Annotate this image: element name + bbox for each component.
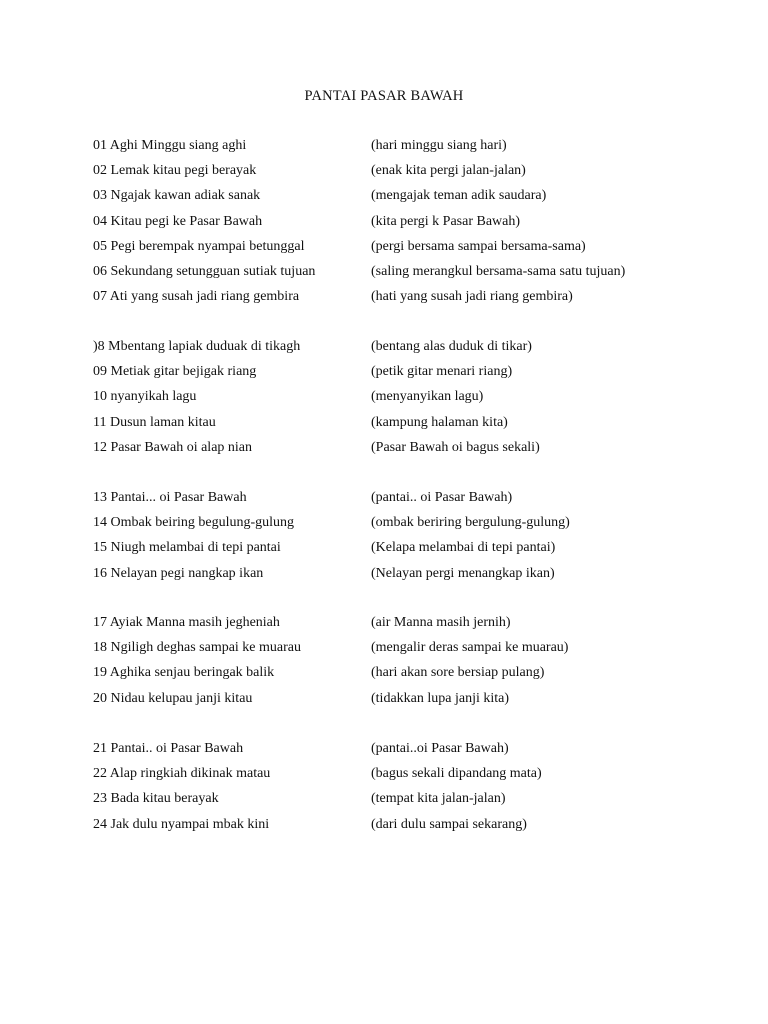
verse-original: 21 Pantai.. oi Pasar Bawah [93,741,244,756]
verse-original: 02 Lemak kitau pegi berayak [93,163,257,179]
stanza-1 [93,133,713,309]
verse-original: 15 Niugh melambai di tepi pantai [93,540,281,556]
verse-translation: (dari dulu sampai sekarang) [371,816,527,832]
stanza-3 [93,485,713,586]
verse-line [93,786,713,811]
verse-original: 16 Nelayan pegi nangkap ikan [93,565,264,581]
verse-translation: (kampung halaman kita) [371,414,508,430]
verse-original: 09 Metiak gitar bejigak riang [93,364,257,380]
verse-line [93,510,713,535]
verse-translation: (pergi bersama sampai bersama-sama) [371,238,586,254]
verse-translation: (bentang alas duduk di tikar) [371,339,532,354]
verse-original: 04 Kitau pegi ke Pasar Bawah [93,213,263,229]
verse-line [93,410,713,435]
verse-line [93,359,713,384]
verse-line [93,384,713,409]
verse-line [93,635,713,660]
verse-translation: (ombak beriring bergulung-gulung) [371,515,570,531]
stanza-2 [93,334,713,460]
verse-translation: (tempat kita jalan-jalan) [371,791,506,807]
verse-line [93,435,713,460]
verse-translation: (menyanyikan lagu) [371,389,484,405]
verse-original: 14 Ombak beiring begulung-gulung [93,515,295,531]
verse-original: 17 Ayiak Manna masih jegheniah [93,615,280,630]
verse-translation: (saling merangkul bersama-sama satu tujuan) [371,263,626,279]
verse-original: 06 Sekundang setungguan sutiak tujuan [93,263,316,279]
verse-original: 23 Bada kitau berayak [93,791,219,807]
verse-line [93,610,713,635]
verse-translation: (pantai..oi Pasar Bawah) [371,741,509,756]
verse-translation: (pantai.. oi Pasar Bawah) [371,490,513,505]
verse-line [93,158,713,183]
verse-original: 18 Ngiligh deghas sampai ke muarau [93,640,302,656]
verse-translation: (kita pergi k Pasar Bawah) [371,213,521,229]
verse-line [93,660,713,685]
verse-line [93,535,713,560]
verse-translation: (Kelapa melambai di tepi pantai) [371,540,556,556]
verse-translation: (Nelayan pergi menangkap ikan) [371,565,555,581]
verse-original: 13 Pantai... oi Pasar Bawah [93,490,247,505]
verse-original: 01 Aghi Minggu siang aghi [93,138,247,153]
verse-translation: (air Manna masih jernih) [371,615,511,630]
verse-original: 07 Ati yang susah jadi riang gembira [93,289,300,305]
verse-translation: (hati yang susah jadi riang gembira) [371,289,573,305]
verse-line [93,686,713,711]
verse-original: 03 Ngajak kawan adiak sanak [93,188,261,204]
verse-line [93,183,713,208]
verse-original: 22 Alap ringkiah dikinak matau [93,766,271,782]
verse-line [93,284,713,309]
verse-translation: (mengalir deras sampai ke muarau) [371,640,569,656]
verse-original: 11 Dusun laman kitau [93,414,216,430]
verse-line [93,761,713,786]
verse-translation: (bagus sekali dipandang mata) [371,766,542,782]
verse-line [93,812,713,837]
verse-line [93,561,713,586]
verse-translation: (Pasar Bawah oi bagus sekali) [371,439,540,455]
document-title: PANTAI PASAR BAWAH [304,88,464,104]
verse-translation: (hari minggu siang hari) [371,138,507,153]
verse-original: 19 Aghika senjau beringak balik [93,665,275,681]
verse-original: 05 Pegi berempak nyampai betunggal [93,238,305,254]
verse-original: 10 nyanyikah lagu [93,389,197,405]
verse-translation: (petik gitar menari riang) [371,364,513,380]
verse-line [93,234,713,259]
verse-original: 24 Jak dulu nyampai mbak kini [93,816,270,832]
verse-original: )8 Mbentang lapiak duduak di tikagh [93,339,301,354]
verse-line [93,736,713,761]
verse-line [93,133,713,158]
verse-original: 20 Nidau kelupau janji kitau [93,690,253,706]
verse-line [93,485,713,510]
verse-line [93,334,713,359]
verse-translation: (mengajak teman adik saudara) [371,188,547,204]
verse-line [93,209,713,234]
verse-translation: (hari akan sore bersiap pulang) [371,665,545,681]
verse-line [93,259,713,284]
stanza-4 [93,610,713,711]
verse-translation: (tidakkan lupa janji kita) [371,690,510,706]
verse-original: 12 Pasar Bawah oi alap nian [93,439,253,455]
stanza-5 [93,736,713,837]
verse-translation: (enak kita pergi jalan-jalan) [371,163,526,179]
